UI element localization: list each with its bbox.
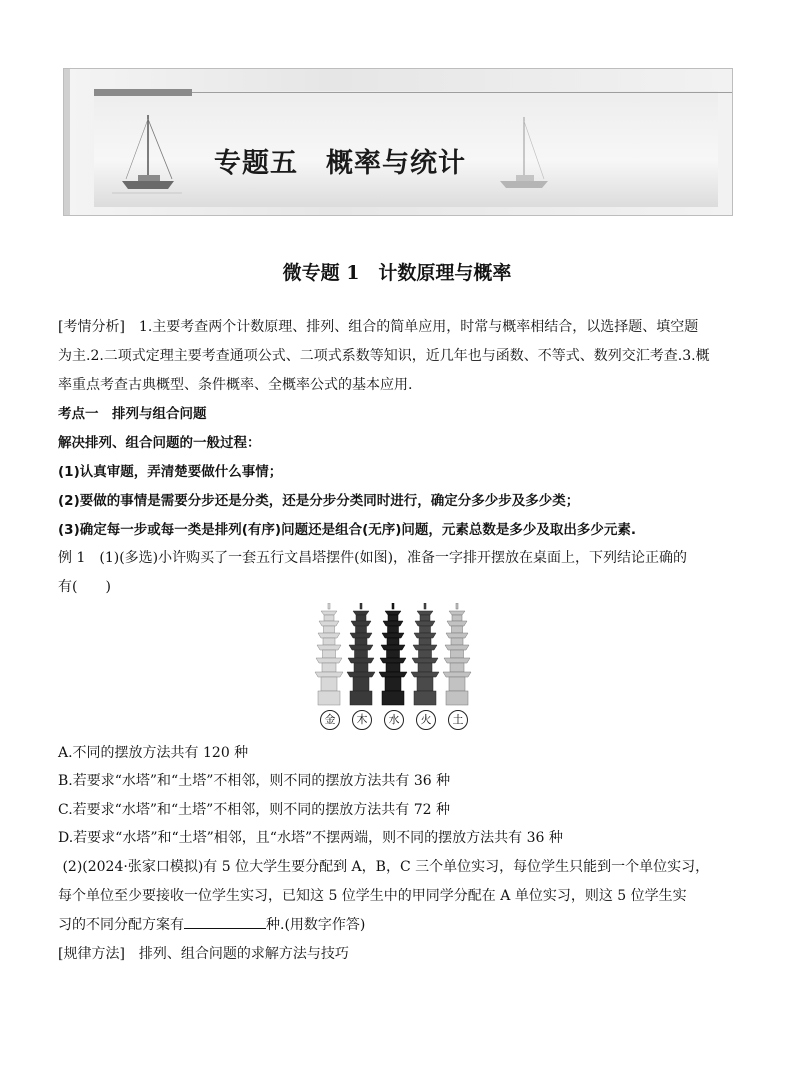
banner-rule <box>192 92 732 93</box>
option-c: C.若要求“水塔”和“土塔”不相邻，则不同的摆放方法共有 72 种 <box>58 802 451 818</box>
option-a: A.不同的摆放方法共有 120 种 <box>58 745 249 761</box>
part-2-text-before-blank: 习的不同分配方案有 <box>58 917 184 933</box>
pagoda-figure <box>313 603 473 733</box>
sailboat-right-image <box>494 113 554 197</box>
option-d: D.若要求“水塔”和“土塔”相邻，且“水塔”不摆两端，则不同的摆放方法共有 36 种 <box>58 830 563 846</box>
sailboat-left-image <box>112 109 182 199</box>
banner-edge <box>64 69 70 215</box>
example-1-question-line-1: 例 1 (1)(多选)小许购买了一套五行文昌塔摆件(如图)，准备一字排开摆放在桌面上，下列结论正确的 <box>58 550 688 566</box>
five-pagodas-image <box>313 603 473 707</box>
example-1-part-2-line-3 <box>58 914 365 935</box>
chapter-title: 专题五 概率与统计 <box>214 148 466 179</box>
chapter-banner <box>63 68 733 216</box>
step-3: (3)确定每一步或每一类是排列(有序)问题还是组合(无序)问题，元素总数是多少及取出多少元素. <box>58 522 637 538</box>
banner-accent-bar <box>94 89 192 96</box>
section-title: 微专题 1 计数原理与概率 <box>282 262 512 284</box>
label-huo: 火 <box>416 710 436 730</box>
example-1-question-line-2: 有( ) <box>58 579 111 595</box>
label-tu: 土 <box>448 710 468 730</box>
section-intro: 解决排列、组合问题的一般过程： <box>58 435 261 451</box>
step-2: (2)要做的事情是需要分步还是分类，还是分步分类同时进行，确定分多少步及多少类； <box>58 493 580 509</box>
example-1-part-2-line-1: (2)(2024·张家口模拟)有 5 位大学生要分配到 A，B，C 三个单位实习，每位学生只能到一个单位实习， <box>58 859 710 875</box>
method-heading: [规律方法] 排列、组合问题的求解方法与技巧 <box>58 946 349 962</box>
example-1-part-2-line-2: 每个单位至少要接收一位学生实习，已知这 5 位学生中的甲同学分配在 A 单位实习，则这 5 位学生实 <box>58 888 687 904</box>
section-heading: 考点一 排列与组合问题 <box>58 406 207 422</box>
analysis-line-2: 为主.2.二项式定理主要考查通项公式、二项式系数等知识，近几年也与函数、不等式、数列交汇考查.3.概 <box>58 348 710 364</box>
step-1: (1)认真审题，弄清楚要做什么事情； <box>58 464 283 480</box>
part-2-text-after-blank: 种.(用数字作答) <box>266 917 366 933</box>
analysis-line-1: [考情分析] 1.主要考查两个计数原理、排列、组合的简单应用，时常与概率相结合，以选择题、填空题 <box>58 319 699 335</box>
label-jin: 金 <box>320 710 340 730</box>
analysis-line-3: 率重点考查古典概型、条件概率、全概率公式的基本应用. <box>58 377 413 393</box>
label-shui: 水 <box>384 710 404 730</box>
answer-blank <box>184 914 266 929</box>
option-b: B.若要求“水塔”和“土塔”不相邻，则不同的摆放方法共有 36 种 <box>58 773 451 789</box>
label-mu: 木 <box>352 710 372 730</box>
